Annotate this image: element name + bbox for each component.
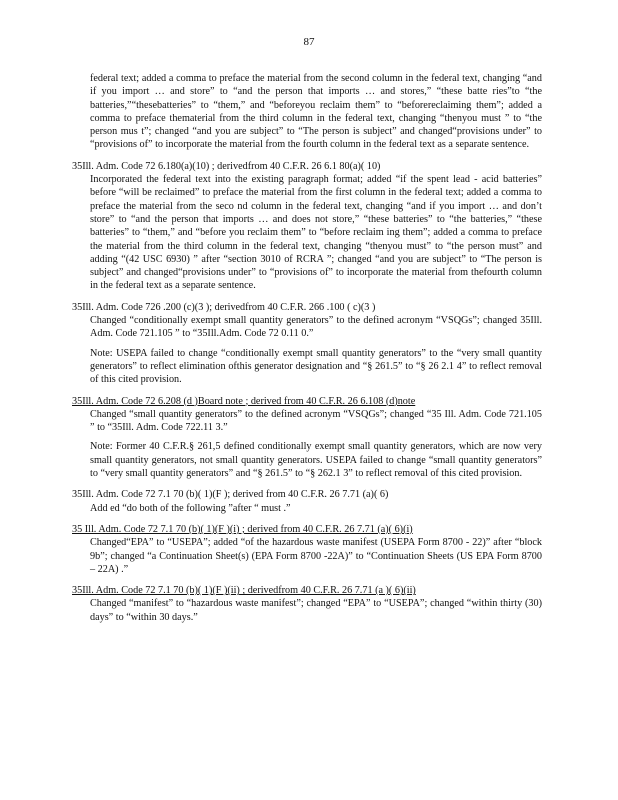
entry-text: Changed “conditionally exempt small quantity generators” to the defined acronym “VSQGs”; changed 35Ill. Adm. Code 721.105 ” to “35Ill.Adm. Code 72 0.11 0.” [90,315,542,340]
entry-726-200 [72,301,542,387]
entry-727-170-b1f-ii [72,584,542,624]
entry-text: Changed “manifest” to “hazardous waste manifest”; changed “EPA” to “USEPA”; changed “within thirty (30) days” to “within 30 days.” [90,598,542,623]
entry-citation: 35Ill. Adm. Code 72 6.180(a)(10) ; derivedfrom 40 C.F.R. 26 6.1 80(a)( 10) [72,160,381,172]
entry-citation: 35 Ill. Adm. Code 72 7.1 70 (b)( 1)(F )(i) ; derived from 40 C.F.R. 26 7.71 (a)( 6)(i) [72,523,413,535]
entry-note: Note: USEPA failed to change “conditionally exempt small quantity generators” to the “very small quantity generators” to reflect elimination ofthis generator designation and “§ 261.5” to “§ 26 2.1 4” to reflect removal of this cited provision. [90,347,542,386]
entry-citation: 35Ill. Adm. Code 72 7.1 70 (b)( 1)(F )(ii) ; derivedfrom 40 C.F.R. 26 7.71 (a )( 6)(ii) [72,585,416,597]
entry-note: Note: Former 40 C.F.R.§ 261,5 defined conditionally exempt small quantity generators, which are now very small quantity generators, not small quantity generators. USEPA failed to change “small quantity generators” to “very small quantity generators” and “§ 261.5” to “§ 262.1 3” to reflect removal of this cited provision. [90,441,542,480]
page-number: 87 [303,36,315,48]
entry-text: Changed “small quantity generators” to the defined acronym “VSQGs”; changed “35 Ill. Adm. Code 721.105 ” to “35Ill. Adm. Code 722.11 3.” [90,408,542,434]
entry-text: Incorporated the federal text into the existing paragraph format; added “if the spent lead - acid batteries” before “will be reclaimed” to preface the material from the first column in the federal text; added a comma to preface the material from the seco nd column in the federal text, changing “and if you import … and don’t store” to “and the person that imports … and does not store,” “these batteries” to “the batteries,” “these batteries” to “them,” and “before you reclaim them” to “before reclaim ing them”; added a comma to preface the material from the third column in the federal text, changing “thenyou must” to “the person must” and adding “(42 USC 6930) ” after “section 3010 of RCRA ”; changed “and you are subject” to “The person is subject” and changed“provisions under” to “provisions of” to incorporate the material from thefourth column in the federal text as a separate sentence. [90,174,542,292]
entry-text: Add ed “do both of the following ”after “ must .” [90,502,291,514]
entry-text: Changed“EPA” to “USEPA”; added “of the hazardous waste manifest (USEPA Form 8700 - 22)” after “block 9b”; changed “a Continuation Sheet(s) (EPA Form 8700 -22A)” to “Continuation Sheets (US EPA Form 8700 – 22A) .” [90,537,542,575]
entry-726-208 [72,395,542,481]
entry-727-170-b1f-i [72,523,542,576]
entry-726-180 [72,160,542,293]
entry-727-170-b1f [72,488,542,515]
entry-citation: 35Ill. Adm. Code 726 .200 (c)(3 ); derivedfrom 40 C.F.R. 266 .100 ( c)(3 ) [72,301,376,313]
entry-citation: 35Ill. Adm. Code 72 7.1 70 (b)( 1)(F ); derived from 40 C.F.R. 26 7.71 (a)( 6) [72,489,389,501]
page-content [72,72,542,632]
entry-citation: 35Ill. Adm. Code 72 6.208 (d )Board note ; derived from 40 C.F.R. 26 6.108 (d)note [72,395,416,407]
lead-paragraph: federal text; added a comma to preface the material from the second column in the federal text, changing “and if you import … and store” to “and the person that imports … and stores,” “these batte ries”to “the batteries,”“thesebatteries” to “them,” and “beforeyou reclaim them” to “beforereclaiming them”; added a comma to preface thematerial from the third column in the federal text, changing “thenyou must ” to “the person mus t”; changed “and you are subject” to “The person is subject” and changed“provisions under” to “provisions of” to incorporate the material from the fourth column in the federal text as a separate sentence. [90,73,542,151]
